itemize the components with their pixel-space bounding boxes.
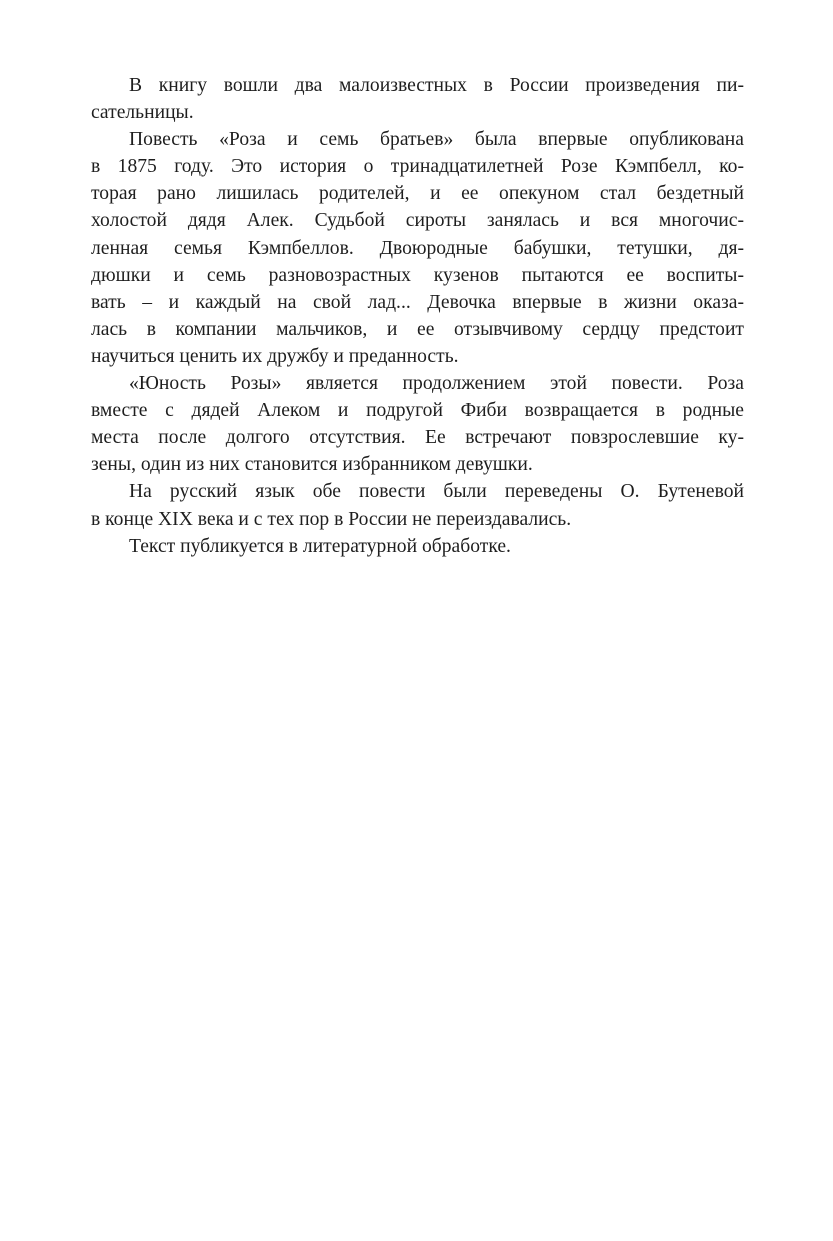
text-line: научиться ценить их дружбу и преданность.: [91, 345, 459, 367]
text-line: Повесть «Роза и семь братьев» была впервые опубликована: [129, 129, 744, 151]
text-line: места после долгого отсутствия. Ее встречают повзрослевшие ку-: [91, 427, 744, 449]
text-line: вместе с дядей Алеком и подругой Фиби возвращается в родные: [91, 400, 744, 422]
text-line: торая рано лишилась родителей, и ее опекуном стал бездетный: [91, 183, 744, 205]
text-line: холостой дядя Алек. Судьбой сироты занялась и вся многочис-: [91, 210, 744, 232]
text-line: в конце XIX века и с тех пор в России не переиздавались.: [91, 508, 572, 530]
text-line: зены, один из них становится избранником девушки.: [91, 454, 533, 476]
text-line: Текст публикуется в литературной обработке.: [129, 535, 511, 557]
text-line: В книгу вошли два малоизвестных в России произведения пи-: [129, 75, 744, 96]
paragraph-rose-in-bloom: [91, 370, 744, 478]
text-line: лась в компании мальчиков, и ее отзывчивому сердцу предстоит: [91, 318, 744, 340]
text-line: дюшки и семь разновозрастных кузенов пытаются ее воспиты-: [91, 264, 744, 286]
text-line: вать – и каждый на свой лад... Девочка впервые в жизни оказа-: [91, 291, 744, 313]
paragraph-translation: [91, 478, 744, 532]
paragraph-edition-note: [91, 533, 744, 560]
text-line: сательницы.: [91, 102, 194, 124]
text-line: «Юность Розы» является продолжением этой повести. Роза: [129, 373, 744, 395]
text-line: в 1875 году. Это история о тринадцатилетней Розе Кэмпбелл, ко-: [91, 156, 744, 178]
text-line: ленная семья Кэмпбеллов. Двоюродные бабушки, тетушки, дя-: [91, 237, 744, 259]
paragraph-rose-and-seven-brothers: [91, 126, 744, 370]
text-line: На русский язык обе повести были переведены О. Бутеневой: [129, 481, 744, 503]
page-body: [91, 72, 744, 560]
paragraph-intro: [91, 72, 744, 126]
